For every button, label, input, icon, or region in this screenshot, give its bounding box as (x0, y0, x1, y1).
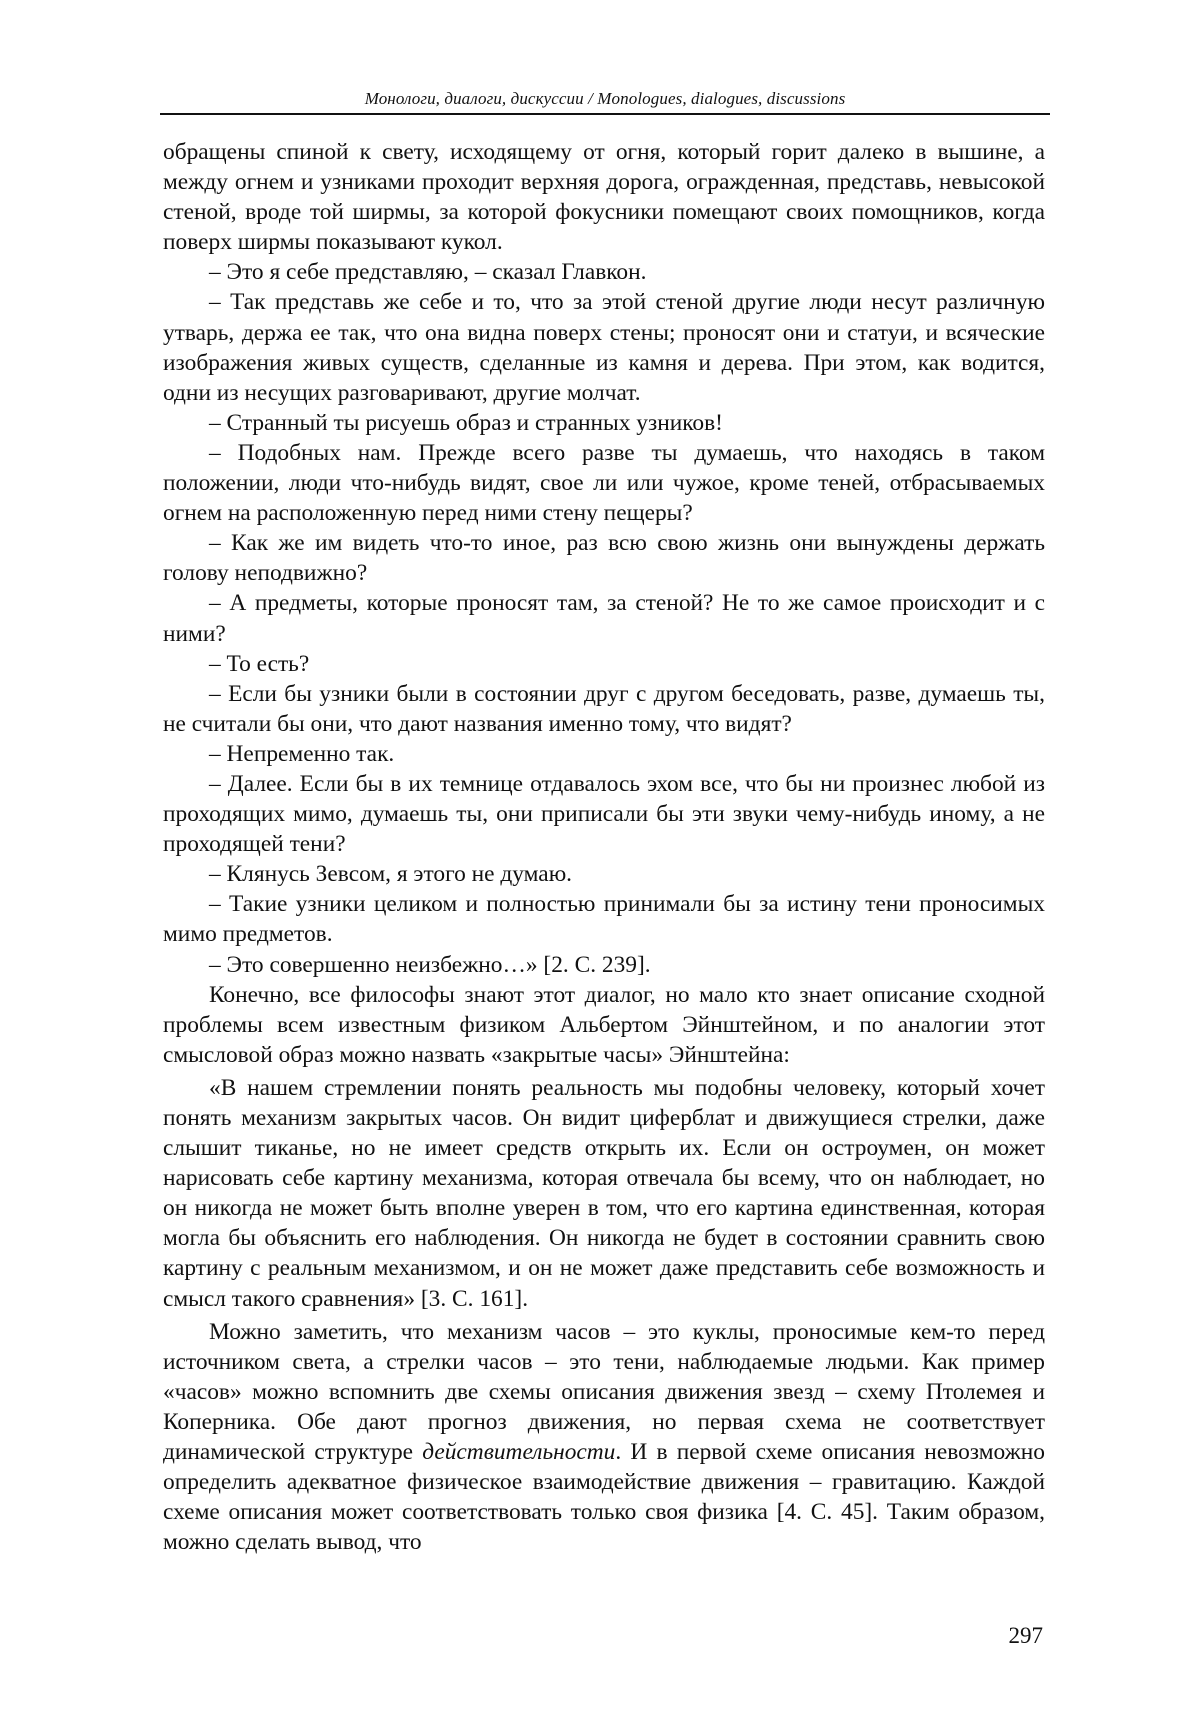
dialogue-line: – Непременно так. (209, 740, 395, 767)
paragraph: обращены спиной к свету, исходящему от огня, который горит далеко в вышине, а между огнем и узниками проходит верхняя дорога, огражденная, представь, невысокой стеной, вроде той ширмы, за которой фокусники помещают своих помощников, когда поверх ширмы показывают кукол. (163, 139, 1045, 256)
dialogue-line: – Клянусь Зевсом, я этого не думаю. (209, 861, 573, 888)
running-header: Монологи, диалоги, дискуссии / Monologues, dialogues, discussions (364, 89, 846, 108)
dialogue-line: – Если бы узники были в состоянии друг с другом беседовать, разве, думаешь ты, не считали бы они, что дают названия именно тому, что видят? (163, 680, 1045, 737)
paragraph-text: . И в первой схеме описания невозможно определить адекватное физическое взаимодействие движения – гравитацию. Каждой схеме описания может соответствовать только своя физика [4. С. 45]. Таким образом, можно сделать вывод, что (163, 1439, 1045, 1556)
dialogue-line: – Странный ты рисуешь образ и странных узников! (209, 409, 723, 436)
dialogue-line: – Так представь же себе и то, что за этой стеной другие люди несут различную утварь, держа ее так, что она видна поверх стены; проносят они и статуи, и всяческие изображения живых существ, сделанные из камня и дерева. При этом, как водится, одни из несущих разговаривают, другие молчат. (163, 289, 1045, 406)
dialogue-line: – Далее. Если бы в их темнице отдавалось эхом все, что бы ни произнес любой из проходящих мимо, думаешь ты, они приписали бы эти звуки чему-нибудь иному, а не проходящей тени? (163, 770, 1045, 858)
page-number: 297 (1008, 1623, 1043, 1648)
dialogue-line: – Это совершенно неизбежно…» [2. С. 239]. (209, 951, 651, 978)
dialogue-line: – Как же им видеть что-то иное, раз всю свою жизнь они вынуждены держать голову неподвижно? (163, 530, 1045, 587)
dialogue-line: – То есть? (209, 650, 310, 677)
dialogue-line: – Такие узники целиком и полностью принимали бы за истину тени проносимых мимо предметов. (163, 891, 1045, 948)
header-rule (160, 113, 1050, 115)
emphasis-text: действительности (422, 1439, 616, 1466)
paragraph-text: Можно заметить, что механизм часов – это куклы, проносимые кем-то перед источником света, а стрелки часов – это тени, наблюдаемые людьми. Как пример «часов» можно вспомнить две схемы описания движения звезд – схему Птолемея и Коперника. Обе дают прогноз движения, но первая схема не соответствует динамической структуре (163, 1318, 1045, 1466)
paragraph: Конечно, все философы знают этот диалог, но мало кто знает описание сходной проблемы всем известным физиком Альбертом Эйнштейном, и по аналогии этот смысловой образ можно назвать «закрытые часы» Эйнштейна: (163, 981, 1045, 1068)
dialogue-line: – А предметы, которые проносят там, за стеной? Не то же самое происходит и с ними? (163, 590, 1045, 647)
quote-paragraph: «В нашем стремлении понять реальность мы подобны человеку, который хочет понять механизм закрытых часов. Он видит циферблат и движущиеся стрелки, даже слышит тиканье, но не имеет средств открыть их. Если он остроумен, он может нарисовать себе картину механизма, которая отвечала бы всему, что он наблюдает, но он никогда не может быть вполне уверен в том, что его картина единственная, которая могла бы объяснить его наблюдения. Он никогда не будет в состоянии сравнить свою картину с реальным механизмом, и он не может даже представить себе возможность и смысл такого сравнения» [3. С. 161]. (163, 1074, 1045, 1312)
dialogue-line: – Подобных нам. Прежде всего разве ты думаешь, что находясь в таком положении, люди что-нибудь видят, свое ли или чужое, кроме теней, отбрасываемых огнем на расположенную перед ними стену пещеры? (163, 439, 1045, 527)
dialogue-line: – Это я себе представляю, – сказал Главкон. (209, 259, 647, 286)
paragraph (163, 1317, 1045, 1558)
body-text (163, 137, 1045, 1557)
